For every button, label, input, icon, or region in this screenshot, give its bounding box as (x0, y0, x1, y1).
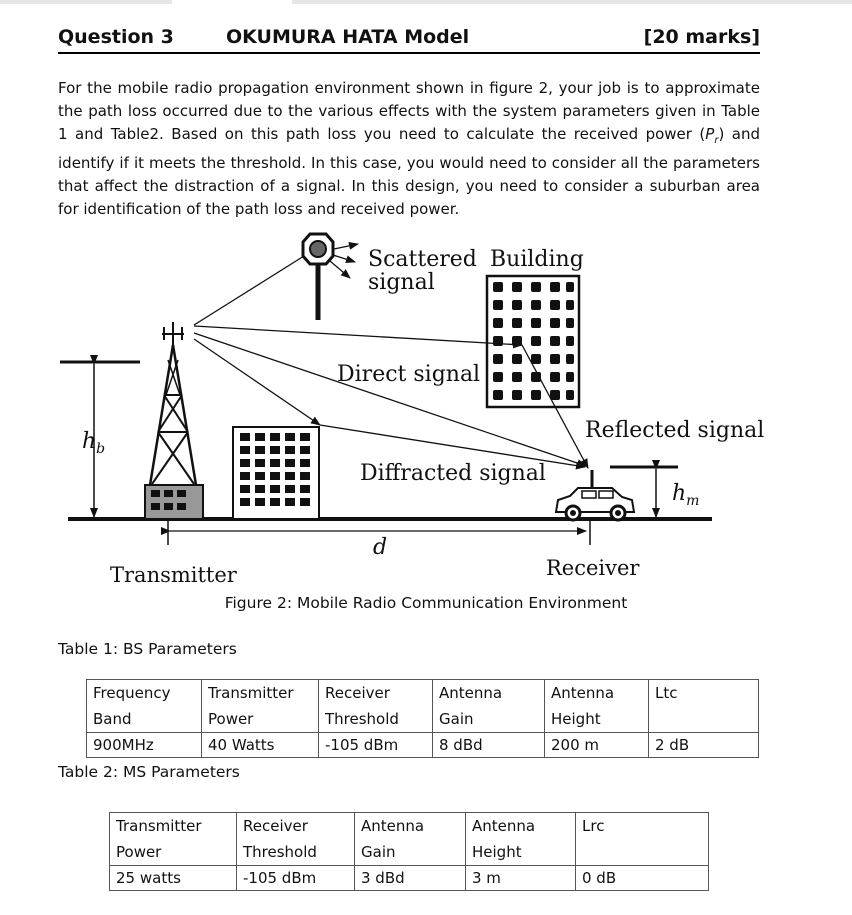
table2-caption: Table 2: MS Parameters (58, 763, 240, 781)
tall-building (487, 276, 579, 407)
table-cell: 2 dB (649, 733, 759, 758)
scattered-path (194, 256, 304, 325)
table-cell: 0 dB (576, 866, 709, 891)
table-header-cell: Antenna Gain (355, 813, 466, 866)
bs-parameters-table (86, 679, 759, 758)
table1-caption: Table 1: BS Parameters (58, 640, 237, 658)
table-header-cell: Lrc (576, 813, 709, 866)
table-header-cell: Receiver Threshold (237, 813, 355, 866)
table-row (87, 733, 759, 758)
question-title: OKUMURA HATA Model (226, 26, 470, 48)
table-row (87, 680, 759, 733)
question-marks: [20 marks] (643, 26, 760, 48)
figure-caption: Figure 2: Mobile Radio Communication Environment (224, 594, 628, 612)
table-cell: 3 m (466, 866, 576, 891)
table-cell: -105 dBm (237, 866, 355, 891)
table-row (110, 813, 709, 866)
top-scroll-shade-left (0, 0, 172, 4)
table-cell: -105 dBm (319, 733, 433, 758)
question-header (58, 26, 760, 54)
diffracted-path-incident (194, 339, 320, 425)
top-scroll-shade-right (292, 0, 852, 4)
question-number: Question 3 (58, 26, 174, 48)
middle-building (233, 427, 319, 519)
table-cell: 900MHz (87, 733, 202, 758)
table-header-cell: Ltc (649, 680, 759, 733)
ms-parameters-table (109, 812, 709, 891)
hb-label: $h_b$ (82, 429, 106, 457)
table-header-cell: Antenna Gain (433, 680, 545, 733)
intro-text-part1: For the mobile radio propagation environment shown in figure 2, your job is to approximate the path loss occurred due to the various effects with the system parameters given in Table 1 and Table2. Based on this path loss you need to calculate the received power ( (58, 79, 760, 143)
intro-text-part2: ) and identify if it meets the threshold. In this case, you would need to consider all the parameters that affect the distraction of a signal. In this design, you need to consider a suburban area for identification of the path loss and received power. (58, 124, 761, 218)
transmitter-base-building (145, 485, 203, 519)
distance-label: d (373, 535, 388, 560)
table-header-cell: Receiver Threshold (319, 680, 433, 733)
transmitter-label: Transmitter (110, 563, 237, 587)
direct-signal-label: Direct signal (337, 362, 481, 387)
hb-dimension (60, 362, 140, 517)
table-header-cell: Transmitter Power (110, 813, 237, 866)
propagation-figure (0, 225, 852, 590)
scattered-label-line2: signal (368, 270, 435, 295)
transmitter-tower (150, 322, 196, 485)
table-cell: 3 dBd (355, 866, 466, 891)
scattered-label-line1: Scattered (368, 247, 477, 272)
received-power-symbol: P (705, 124, 715, 143)
table-cell: 200 m (545, 733, 649, 758)
intro-paragraph (58, 77, 760, 221)
receiver-label: Receiver (546, 556, 640, 580)
table-cell: 8 dBd (433, 733, 545, 758)
table-header-cell: Transmitter Power (202, 680, 319, 733)
table-cell: 40 Watts (202, 733, 319, 758)
scatterer-object (303, 234, 358, 320)
hm-label: $h_m$ (672, 481, 700, 509)
building-label: Building (490, 247, 584, 272)
table-header-cell: Frequency Band (87, 680, 202, 733)
reflected-path-incident (194, 326, 522, 345)
received-power-subscript: r (714, 134, 719, 146)
reflected-signal-label: Reflected signal (585, 418, 765, 443)
diffracted-signal-label: Diffracted signal (360, 461, 546, 486)
table-cell: 25 watts (110, 866, 237, 891)
table-header-cell: Antenna Height (545, 680, 649, 733)
table-header-cell: Antenna Height (466, 813, 576, 866)
table-row (110, 866, 709, 891)
receiver-car (556, 470, 634, 520)
